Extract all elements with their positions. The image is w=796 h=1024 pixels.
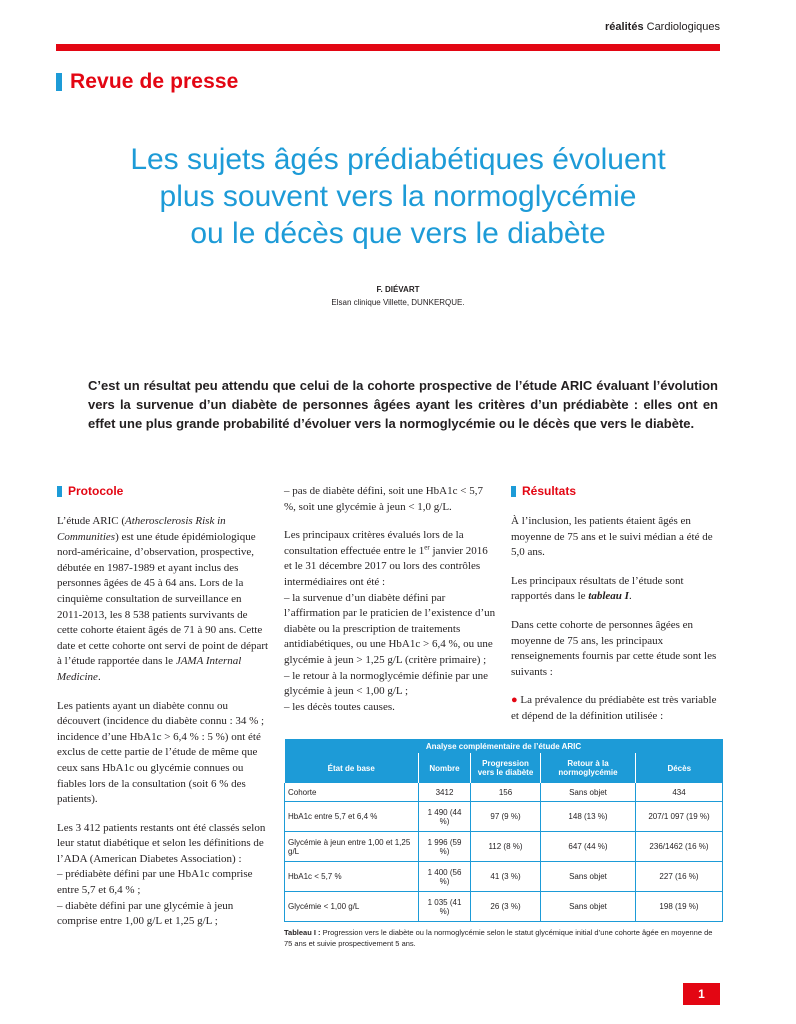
top-red-bar: [56, 44, 720, 51]
protocole-heading: [57, 484, 123, 498]
col2-list-item-0: – pas de diabète défini, soit une HbA1c < 5,7 %, soit une glycémie à jeun < 1,0 g/L.: [284, 485, 483, 513]
table-cell: Sans objet: [541, 783, 636, 802]
col2-list-item-3: – les décès toutes causes.: [284, 700, 395, 713]
col1-p1-italic: Atherosclerosis Risk in Communities: [57, 515, 226, 543]
title-line-1: Les sujets âgés prédiabétiques évoluent: [130, 143, 666, 176]
title-line-3: ou le décès que vers le diabète: [190, 217, 606, 250]
page-number: 1: [683, 983, 720, 1005]
table-note-label: Tableau I :: [284, 928, 321, 937]
col1-p1-text-a: L’étude ARIC (: [57, 515, 126, 527]
col1-list-item-2: – diabète défini par une glycémie à jeun comprise entre 1,00 g/L et 1,25 g/L ;: [57, 899, 234, 928]
table-cell: Sans objet: [541, 862, 636, 892]
lead-paragraph: C’est un résultat peu attendu que celui de la cohorte prospective de l’étude ARIC évaluant l’évolution vers la survenue d’un diabète de personnes âgées ayant les critères d’un prédiabète : elles ont en effet une plus grande probabilité d’évoluer vers la normoglycémie ou le décès que vers le diabète.: [88, 378, 718, 431]
table-cell: 97 (9 %): [471, 802, 541, 832]
col1-paragraph-2: Les patients ayant un diabète connu ou découvert (incidence du diabète connu : 34 % ; incidence d’une HbA1c > 6,4 % : 5 %) ont été exclus de cette partie de l’étude de même que ceux sans HbA1c ou glycémie connues ou fiables lors de la consultation (soit 6 % des patients).: [57, 699, 265, 806]
results-table-block: [284, 739, 722, 949]
col3-p2-text-b: .: [628, 590, 632, 603]
table-cell: 3412: [419, 783, 471, 802]
table-header: Retour à la normoglycémie: [541, 753, 636, 783]
table-cell: 1 035 (41 %): [419, 892, 471, 922]
table-header: Nombre: [419, 753, 471, 783]
table-cell: 1 400 (56 %): [419, 862, 471, 892]
table-note-text: Progression vers le diabète ou la normoglycémie selon le statut glycémique initial d’une cohorte âgée en moyenne de 75 ans et suivie prospectivement 5 ans.: [284, 928, 713, 948]
table-cell: Glycémie < 1,00 g/L: [285, 892, 419, 922]
table-row: [285, 783, 723, 802]
journal-name-rest: Cardiologiques: [643, 21, 720, 33]
col3-p2-text-a: Les principaux résultats de l’étude sont rapportés dans le: [511, 574, 684, 603]
col2-p2-text-b: janvier 2016 et le 31 décembre 2017 ou lors des contrôles intermédiaires ont été :: [284, 544, 488, 588]
table-header: État de base: [285, 753, 419, 783]
table-cell: Sans objet: [541, 892, 636, 922]
col3-p4-text: La prévalence du prédiabète est très variable et dépend de la définition utilisée :: [511, 694, 717, 722]
col2-paragraph-2: [284, 528, 496, 590]
col3-paragraph-4: [511, 693, 723, 724]
table-row: [285, 862, 723, 892]
table-note: [284, 927, 722, 949]
table-cell: 112 (8 %): [471, 832, 541, 862]
table-cell: 156: [471, 783, 541, 802]
table-row: [285, 802, 723, 832]
results-table: [284, 739, 723, 922]
col3-paragraph-3: Dans cette cohorte de personnes âgées en moyenne de 75 ans, les principaux renseignements fournis par cette étude sont les suivants :: [511, 618, 717, 678]
protocole-label: Protocole: [68, 484, 124, 498]
col2-list-item-2: – le retour à la normoglycémie définie par une glycémie à jeun < 1,00 g/L ;: [284, 669, 489, 698]
col1-p1-italic-journal: JAMA Internal Medicine: [57, 655, 242, 683]
title-line-2: plus souvent vers la normoglycémie: [159, 180, 637, 213]
table-cell: 198 (19 %): [636, 892, 723, 922]
col3-p2-table-ref: tableau I: [588, 590, 629, 603]
table-cell: 1 490 (44 %): [419, 802, 471, 832]
col3-paragraph-2: [511, 574, 723, 605]
table-row: [285, 832, 723, 862]
col1-p1-text-b: ) est une étude épidémiologique nord-américaine, d’observation, prospective, débutée en 1987-1989 et ayant inclus des personnes âgées de 45 à 64 ans. Lors de la cinquième consultation de surveillance en 2011-2013, les 8 538 patients survivants de cette cohorte étaient âgés de 71 à 90 ans. Cette date et cette cohorte ont servi de point de départ à l’étude rapportée dans le: [57, 530, 269, 668]
table-cell: 148 (13 %): [541, 802, 636, 832]
table-caption: Analyse complémentaire de l’étude ARIC: [285, 739, 723, 753]
table-cell: HbA1c entre 5,7 et 6,4 %: [285, 802, 419, 832]
table-cell: HbA1c < 5,7 %: [285, 862, 419, 892]
resultats-heading: [511, 484, 576, 498]
section-heading: [56, 70, 238, 94]
table-cell: 207/1 097 (19 %): [636, 802, 723, 832]
article-title: [0, 141, 796, 252]
column-3: [511, 514, 723, 725]
col1-paragraph-3: Les 3 412 patients restants ont été classés selon leur statut diabétique et selon les définitions de l’ADA (American Diabetes Association) :: [57, 821, 266, 865]
resultats-label: Résultats: [522, 484, 577, 498]
protocole-marker: [57, 486, 62, 497]
column-2: [284, 484, 496, 715]
col2-list-item-1: – la survenue d’un diabète défini par l’affirmation par le praticien de l’existence d’un diabète ou la prescription de traitements antidiabétiques, ou une HbA1c > 6,4 %, ou une glycémie à jeun > 1,25 g/L (critère primaire) ;: [284, 591, 496, 666]
section-label: Revue de presse: [70, 70, 239, 93]
table-cell: 236/1462 (16 %): [636, 832, 723, 862]
table-cell: 1 996 (59 %): [419, 832, 471, 862]
col1-paragraph-1: [57, 514, 269, 686]
table-cell: 227 (16 %): [636, 862, 723, 892]
table-cell: 41 (3 %): [471, 862, 541, 892]
col1-list-item-1: – prédiabète défini par une HbA1c comprise entre 5,7 et 6,4 % ;: [57, 868, 253, 897]
table-header: Progression vers le diabète: [471, 753, 541, 783]
table-caption-row: [285, 739, 723, 753]
table-cell: 434: [636, 783, 723, 802]
table-cell: Cohorte: [285, 783, 419, 802]
author: F. DIÉVART: [376, 285, 420, 294]
table-header-row: [285, 753, 723, 783]
section-marker: [56, 73, 62, 91]
bullet-dot-icon: ●: [511, 694, 518, 707]
table-cell: 26 (3 %): [471, 892, 541, 922]
col2-p2-text-a: Les principaux critères évalués lors de la consultation effectuée entre le 1: [284, 529, 464, 557]
column-1: [57, 514, 269, 930]
table-header: Décès: [636, 753, 723, 783]
col2-p2-sup: er: [424, 543, 430, 552]
resultats-marker: [511, 486, 516, 497]
table-cell: 647 (44 %): [541, 832, 636, 862]
journal-header: [605, 21, 720, 33]
col1-p1-text-c: .: [97, 670, 101, 683]
table-row: [285, 892, 723, 922]
col3-paragraph-1: À l’inclusion, les patients étaient âgés en moyenne de 75 ans et le suivi médian a été de 5,0 ans.: [511, 515, 713, 559]
affiliation: Elsan clinique Villette, DUNKERQUE.: [331, 298, 465, 307]
journal-name-bold: réalités: [605, 21, 644, 33]
table-cell: Glycémie à jeun entre 1,00 et 1,25 g/L: [285, 832, 419, 862]
